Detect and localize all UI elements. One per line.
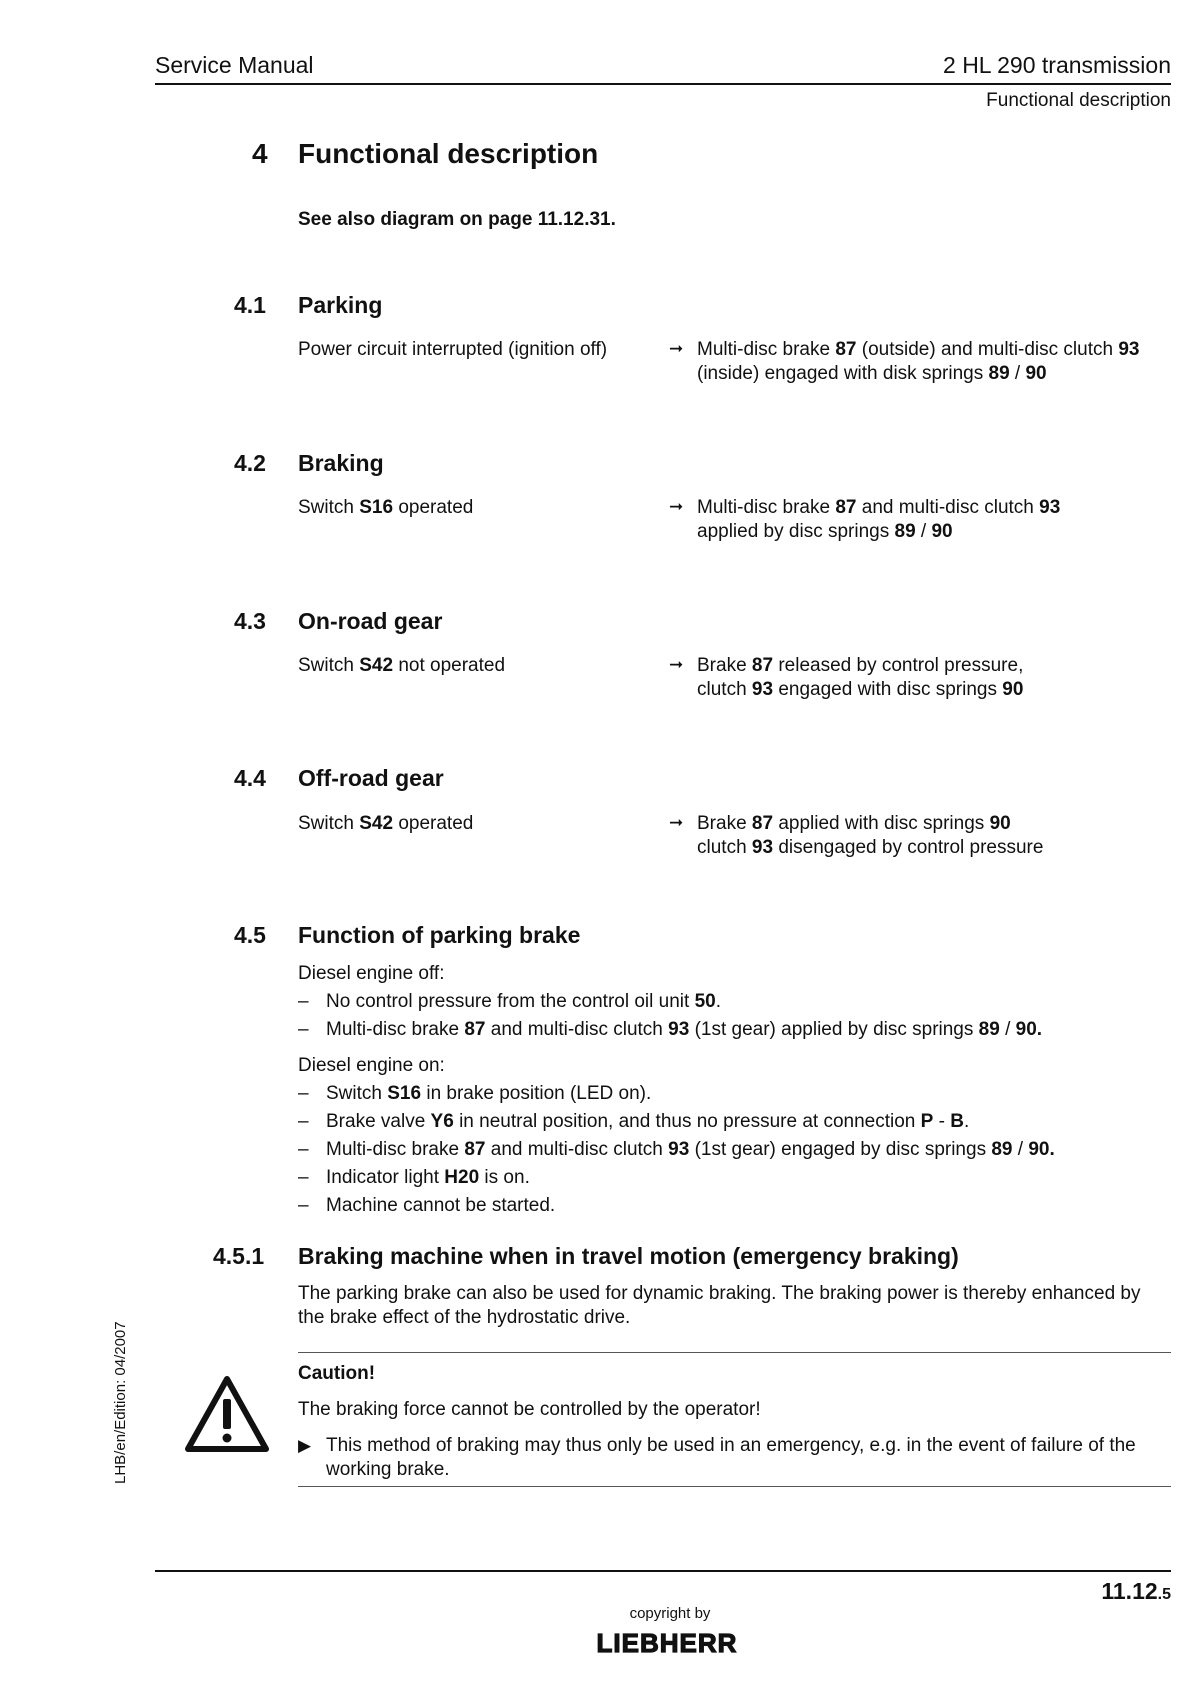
footer-rule	[155, 1570, 1171, 1572]
caution-bottom-rule	[298, 1486, 1171, 1487]
list-item: Brake valve Y6 in neutral position, and thus no pressure at connection P - B.	[326, 1111, 970, 1132]
subsection-number: 4.1	[234, 292, 266, 318]
dash-bullet: –	[298, 1019, 309, 1040]
subsection-title: Braking machine when in travel motion (emergency braking)	[298, 1243, 959, 1269]
caution-title: Caution!	[298, 1363, 376, 1384]
condition-text: Power circuit interrupted (ignition off)	[298, 339, 608, 360]
arrow-icon: ➞	[669, 655, 684, 674]
triangle-bullet-icon: ▶	[298, 1436, 312, 1455]
condition-text: Switch S42 operated	[298, 813, 474, 834]
header-rule	[155, 83, 1171, 85]
condition-text: Switch S42 not operated	[298, 655, 506, 676]
list-item: Indicator light H20 is on.	[326, 1167, 530, 1188]
subsection-title: Parking	[298, 292, 383, 318]
subsection-number: 4.4	[234, 765, 266, 791]
subsection-title: Braking	[298, 450, 384, 476]
header-subtitle: Functional description	[986, 90, 1171, 111]
arrow-icon: ➞	[669, 813, 684, 832]
liebherr-logo	[572, 1628, 762, 1656]
subsection-title: Off-road gear	[298, 765, 444, 791]
arrow-icon: ➞	[669, 497, 684, 516]
see-also-note: See also diagram on page 11.12.31.	[298, 209, 616, 230]
subsection-number: 4.2	[234, 450, 266, 476]
header-title-left: Service Manual	[155, 52, 314, 78]
caution-instruction: This method of braking may thus only be used in an emergency, e.g. in the event of failure of the working brake.	[326, 1435, 1136, 1480]
dash-bullet: –	[298, 1111, 309, 1132]
subsection-title: On-road gear	[298, 608, 443, 634]
result-text: Brake 87 applied with disc springs 90 clutch 93 disengaged by control pressure	[697, 813, 1044, 858]
engine-off-label: Diesel engine off:	[298, 963, 445, 984]
dash-bullet: –	[298, 991, 309, 1012]
condition-text: Switch S16 operated	[298, 497, 474, 518]
caution-top-rule	[298, 1352, 1171, 1353]
dash-bullet: –	[298, 1195, 309, 1216]
list-item: Multi-disc brake 87 and multi-disc clutch 93 (1st gear) applied by disc springs 89 / 90.	[326, 1019, 1043, 1040]
list-item: Switch S16 in brake position (LED on).	[326, 1083, 652, 1104]
dash-bullet: –	[298, 1139, 309, 1160]
result-text: Multi-disc brake 87 and multi-disc clutch 93 applied by disc springs 89 / 90	[697, 497, 1061, 542]
engine-on-label: Diesel engine on:	[298, 1055, 445, 1076]
dash-bullet: –	[298, 1083, 309, 1104]
list-item: No control pressure from the control oil unit 50.	[326, 991, 721, 1012]
list-item: Machine cannot be started.	[326, 1195, 556, 1216]
warning-icon	[184, 1375, 270, 1453]
result-text: Multi-disc brake 87 (outside) and multi-disc clutch 93 (inside) engaged with disk springs 89 / 90	[697, 339, 1140, 384]
result-text: Brake 87 released by control pressure, clutch 93 engaged with disc springs 90	[697, 655, 1024, 700]
subsection-number: 4.5	[234, 922, 266, 948]
header-title-right: 2 HL 290 transmission	[943, 52, 1171, 78]
subsection-number: 4.5.1	[213, 1243, 265, 1269]
arrow-icon: ➞	[669, 339, 684, 358]
subsection-title: Function of parking brake	[298, 922, 581, 948]
section-title: Functional description	[298, 138, 599, 169]
page-number: 11.12.5	[1101, 1578, 1171, 1604]
svg-text:LIEBHERR: LIEBHERR	[596, 1628, 738, 1656]
dash-bullet: –	[298, 1167, 309, 1188]
copyright-text: copyright by	[629, 1605, 711, 1622]
list-item: Multi-disc brake 87 and multi-disc clutch 93 (1st gear) engaged by disc springs 89 / 90.	[326, 1139, 1055, 1160]
subsection-number: 4.3	[234, 608, 266, 634]
caution-text: The braking force cannot be controlled by the operator!	[298, 1399, 761, 1420]
edition-note: LHB/en/Edition: 04/2007	[112, 1321, 129, 1484]
paragraph: The parking brake can also be used for dynamic braking. The braking power is thereby enhanced by the brake effect of the hydrostatic drive.	[298, 1283, 1141, 1328]
section-number: 4	[252, 138, 268, 169]
